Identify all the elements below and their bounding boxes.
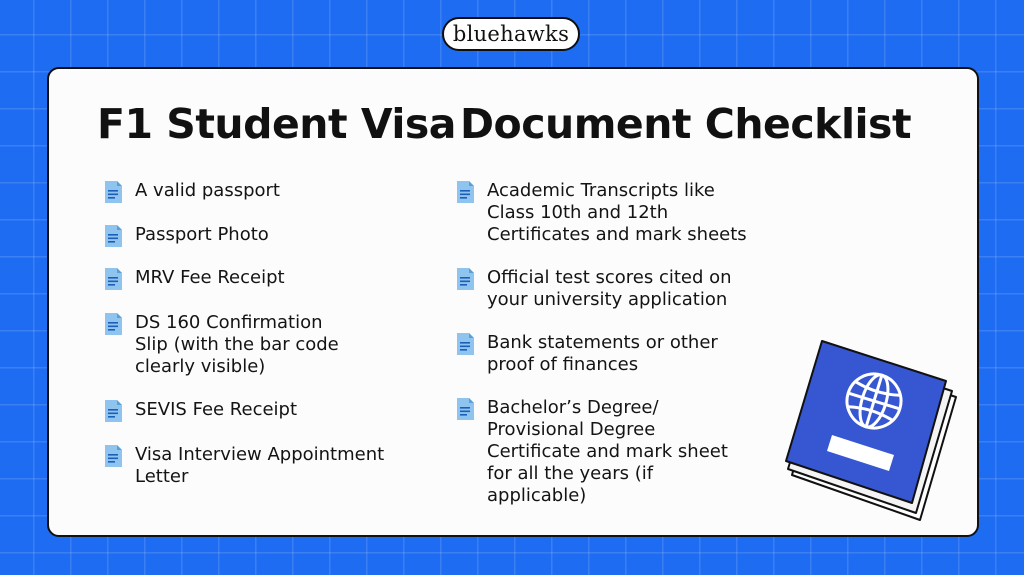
- item-text: MRV Fee Receipt: [135, 267, 285, 288]
- list-item: [104, 399, 297, 423]
- document-icon: [104, 444, 123, 468]
- document-icon: [104, 312, 123, 336]
- item-text: Passport Photo: [135, 224, 269, 245]
- list-item: [104, 267, 285, 291]
- item-text: SEVIS Fee Receipt: [135, 399, 298, 420]
- brand-logo: [442, 17, 580, 51]
- item-text: A valid passport: [135, 180, 280, 201]
- item-text: Bank statements or other proof of finances: [487, 332, 718, 375]
- list-item: [104, 444, 384, 488]
- document-icon: [456, 180, 475, 204]
- document-icon: [456, 397, 475, 421]
- document-icon: [456, 332, 475, 356]
- passport-icon: [780, 335, 970, 530]
- list-item: [456, 180, 747, 246]
- list-item: [456, 332, 718, 376]
- document-icon: [104, 224, 123, 248]
- document-icon: [104, 180, 123, 204]
- item-text: Official test scores cited on your university application: [487, 267, 732, 310]
- list-item: [104, 312, 339, 378]
- document-icon: [456, 267, 475, 291]
- title-left: F1 Student Visa: [97, 100, 456, 148]
- list-item: [456, 397, 728, 507]
- list-item: [104, 180, 280, 204]
- list-item: [104, 224, 269, 248]
- item-text: Bachelor’s Degree/ Provisional Degree Certificate and mark sheet for all the years (if applicable): [487, 397, 728, 506]
- brand-name: bluehawks: [452, 22, 570, 46]
- title-right: Document Checklist: [460, 100, 912, 148]
- document-icon: [104, 267, 123, 291]
- item-text: Academic Transcripts like Class 10th and 12th Certificates and mark sheets: [487, 180, 747, 245]
- item-text: Visa Interview Appointment Letter: [135, 444, 385, 487]
- list-item: [456, 267, 732, 311]
- document-icon: [104, 399, 123, 423]
- item-text: DS 160 Confirmation Slip (with the bar code clearly visible): [135, 312, 339, 377]
